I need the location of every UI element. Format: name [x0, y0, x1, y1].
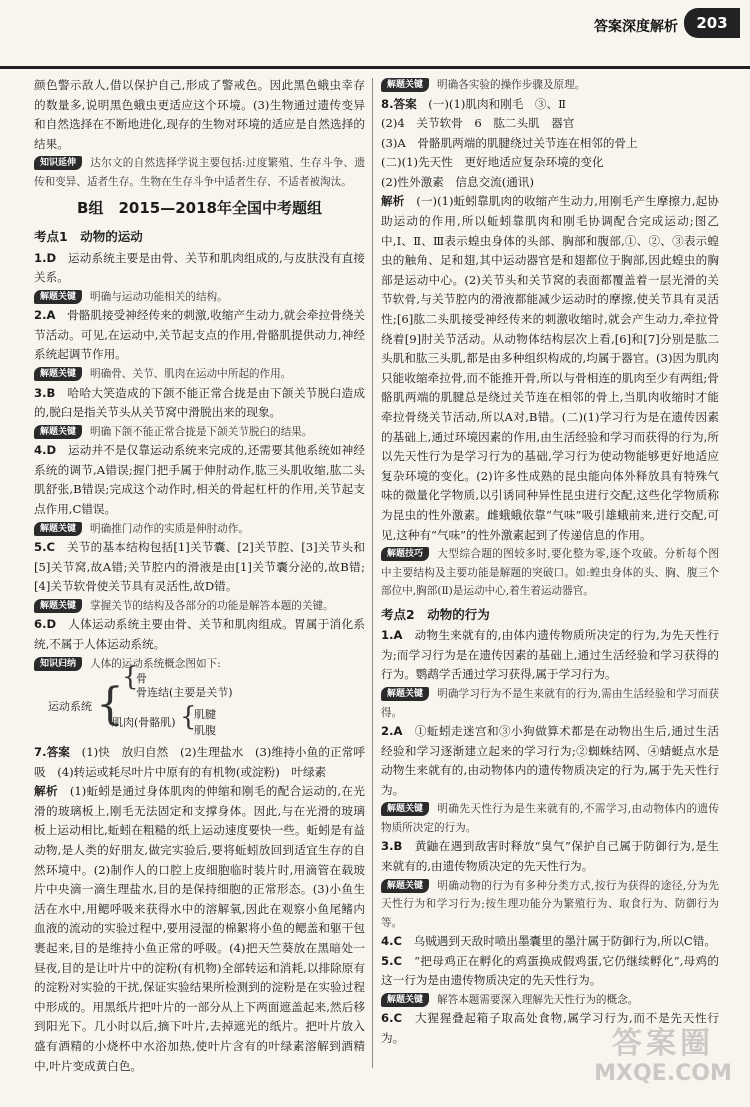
tip-text: 明确与运动功能相关的结构。 — [90, 290, 228, 303]
diagram-brace: { — [180, 702, 197, 733]
question-text: 人体运动系统主要由骨、关节和肌肉组成。胃属于消化系统,不属于人体运动系统。 — [34, 617, 365, 651]
analysis-text: (1)蚯蚓是通过身体肌肉的伸缩和刚毛的配合运动的,在光滑的玻璃板上,刚毛无法固定和支撑身体。因此,与在光滑的玻璃板上运动相比,蚯蚓在粗糙的纸上运动速度要快一些。蚯蚓是有益动物,是人类的好朋友,做完实验后,要将蚯蚓放回到适宜生存的自然环境中。(2)制作人的口腔上皮细胞临时装片时,用滴管在载玻片中央滴一滴生理盐水,目的是保持细胞的正常形态。(3)小鱼生活在水中,用鳃呼吸来获得水中的溶解氧,因此在观察小鱼尾鳍内血液的流动的实验过程中,要用浸湿的棉絮将小鱼的鳃盖和躯干包裹起来,目的是维持小鱼正常的呼吸。(4)把天竺葵放在黑暗处一昼夜,目的是让叶片中的淀粉(有机物)全部转运和消耗,以排除原有的淀粉对实验的干扰,保证实验结果所检测到的淀粉是在实验过程中形成的。用黑纸片把叶片的一部分从上下两面遮盖起来,然后移到阳光下。几小时以后,摘下叶片,去掉遮光的纸片。把叶片放入盛有酒精的小烧杯中水浴加热,使叶片含有的叶绿素溶解到酒精中,叶片变成黄白色。 — [34, 784, 365, 1073]
analysis-label: 解析 — [34, 784, 58, 799]
question-number: 4.C — [381, 934, 402, 949]
tip-block — [34, 288, 365, 307]
question-item — [381, 952, 719, 991]
question-number: 3.B — [34, 385, 56, 400]
answer-line: (一)(1)肌肉和刚毛 ③、Ⅱ — [428, 96, 566, 111]
tip-block — [34, 365, 365, 384]
question-text: 乌贼遇到天敌时喷出墨囊里的墨汁属于防御行为,所以C错。 — [413, 934, 716, 949]
tip-tag: 解题技巧 — [381, 547, 429, 561]
question-item — [34, 743, 365, 782]
diagram-root: 运动系统 — [48, 700, 92, 714]
tip-block — [381, 685, 719, 722]
question-item — [381, 837, 719, 876]
question-number: 1.D — [34, 250, 57, 265]
question-number: 7.答案 — [34, 745, 70, 760]
tip-tag: 解题关键 — [34, 522, 82, 536]
question-number: 6.D — [34, 617, 57, 632]
diagram-node-belly: 肌腹 — [194, 724, 216, 738]
group-title: B组 2015—2018年全国中考题组 — [77, 199, 322, 218]
question-text: “把母鸡正在孵化的鸡蛋换成假鸡蛋,它仍继续孵化”,母鸡的这一行为是由遗传物质决定的先天性行为。 — [381, 953, 719, 988]
tip-block — [381, 877, 719, 933]
question-item — [381, 932, 719, 952]
tip-tag: 知识延伸 — [34, 156, 82, 170]
question-item — [34, 441, 365, 519]
analysis-paragraph — [381, 192, 719, 545]
question-item — [34, 615, 365, 654]
diagram-node-bone: 骨 — [136, 672, 147, 686]
tip-text: 明确下颌不能正常合拢是下颌关节脱臼的结果。 — [90, 425, 313, 438]
question-item — [381, 722, 719, 800]
question-text: 骨骼肌接受神经传来的刺激,收缩产生动力,就会牵拉骨绕关节活动。可见,在运动中,关节起支点的作用,骨骼肌提供动力,神经系统起调节作用。 — [34, 308, 365, 362]
question-number: 2.A — [381, 724, 403, 739]
question-item — [34, 538, 365, 597]
tip-tag: 解题关键 — [381, 802, 429, 816]
question-text: ①蚯蚓走迷宫和③小狗做算术都是在动物出生后,通过生活经验和学习逐渐建立起来的学习行为;②蜘蛛结网、④蜻蜓点水是动物生来就有的,由动物体内的遗传物质决定的行为,属于先天性行为。 — [381, 724, 719, 797]
column-divider — [372, 78, 373, 1068]
question-number: 4.D — [34, 443, 57, 458]
question-number: 8.答案 — [381, 96, 417, 111]
tip-tag: 解题关键 — [34, 290, 82, 304]
tip-text: 明确骨、关节、肌肉在运动中所起的作用。 — [90, 368, 292, 381]
diagram-node-tendon: 肌腱 — [194, 708, 216, 722]
tip-tag: 解题关键 — [381, 879, 429, 893]
page-header — [0, 0, 750, 69]
tip-block — [381, 800, 719, 837]
watermark-logo-text: 答案圈 — [612, 1026, 714, 1061]
question-text: 大猩猩叠起箱子取高处食物,属学习行为,而不是先天性行为。 — [381, 1011, 719, 1045]
tip-tag: 解题关键 — [381, 687, 429, 701]
analysis-paragraph — [34, 782, 365, 1076]
tip-tag: 解题关键 — [34, 367, 82, 381]
answer-text: (1)快 放归自然 (2)生理盐水 (3)维持小鱼的正常呼吸 (4)转运或耗尽叶片中原有的有机物(或淀粉) 叶绿素 — [34, 745, 365, 779]
page-number-badge: 203 — [684, 8, 740, 38]
answer-line: (二)(1)先天性 更好地适应复杂环境的变化 — [381, 155, 604, 170]
tip-tag: 知识归纳 — [34, 657, 82, 671]
tip-block — [34, 597, 365, 616]
section-heading: 考点2 动物的行为 — [381, 606, 490, 622]
tip-block — [381, 545, 719, 601]
answer-line: (2)性外激素 信息交流(通讯) — [381, 174, 535, 189]
analysis-text: (一)(1)蚯蚓靠肌肉的收缩产生动力,用刚毛产生摩擦力,起协助运动的作用,所以蚯蚓靠肌肉和刚毛协调配合完成运动;图乙中,Ⅰ、Ⅱ、Ⅲ表示蝗虫身体的头部、胸部和腹部,①、②、③表示蝗虫的触角、足和翅,其中运动器官是和翅都位于胸部,因此蝗虫的胸部是运动中心。(2)关节头和关节窝的表面都覆盖着一层光滑的关节软骨,与关节腔内的滑液都能减少运动时的摩擦,使关节具有灵活性;[6]肱二头肌接受神经传来的刺激收缩时,就会产生动力,牵拉骨绕着[9]肘关节活动。从动物体结构层次上看,[6]和[7]分别是肱二头肌和肱三头肌,都是由多种组织构成的,均属于器官。(3)因为肌肉只能收缩牵拉骨,而不能推开骨,所以与骨相连的肌肉至少有两组;骨骼肌两端的肌腱总是绕过关节连在相邻的骨上,当肌肉收缩时才能牵拉骨绕关节活动,所以A对,B错。(二)(1)学习行为是在遗传因素的基础上,通过环境因素的作用,由生活经验和学习而获得的行为,所以先天性行为是学习行为的基础,学习行为使动物能够更好地适应复杂环境的变化。(2)许多性成熟的昆虫能向体外释放具有特殊气味的微量化学物质,以引诱同种异性昆虫进行交配,这些化学物质称为昆虫的性外激素。雌蛾蛾依靠“气味”吸引雄蛾前来,进行交配,可见,这种有“气味”的性外激素起到了传递信息的作用。 — [381, 194, 719, 542]
tip-tag: 解题关键 — [381, 993, 429, 1007]
question-item — [381, 626, 719, 685]
question-number: 3.B — [381, 839, 403, 854]
tip-block — [34, 423, 365, 442]
tip-text: 明确动物的行为有多种分类方式,按行为获得的途径,分为先天性行为和学习行为;按生理功能分为繁殖行为、取食行为、防御行为等。 — [381, 879, 719, 929]
question-number: 5.C — [34, 540, 55, 555]
question-text: 动物生来就有的,由体内遗传物质所决定的行为,为先天性行为;而学习行为是在遗传因素的基础上,通过生活经验和学习获得的行为。鹦鹉学舌通过学习获得,属于学习行为。 — [381, 628, 719, 682]
tip-text: 明确各实验的操作步骤及原理。 — [437, 79, 586, 91]
tip-tag: 解题关键 — [34, 599, 82, 613]
question-text: 黄鼬在遇到敌害时释放“臭气”保护自己属于防御行为,是生来就有的,由遗传物质决定的先天性行为。 — [381, 839, 719, 873]
diagram-node-muscle: 肌肉(骨骼肌) — [112, 716, 176, 730]
tip-block — [381, 76, 719, 95]
tip-text: 明确推门动作的实质是伸肘动作。 — [90, 522, 249, 535]
left-column — [34, 76, 365, 1076]
question-number: 2.A — [34, 308, 56, 323]
diagram-brace: { — [122, 662, 139, 693]
diagram-node-joint: 骨连结(主要是关节) — [136, 686, 233, 700]
tip-text: 人体的运动系统概念图如下: — [90, 657, 221, 670]
question-text: 哈哈大笑造成的下颌不能正常合拢是由下颌关节脱臼造成的,脱臼是指关节头从关节窝中滑脱出来的现象。 — [34, 385, 365, 420]
tip-tag: 解题关键 — [381, 78, 429, 92]
question-number: 6.C — [381, 1011, 402, 1026]
tip-text: 掌握关节的结构及各部分的功能是解答本题的关键。 — [90, 599, 334, 612]
watermark-url: MXQE.COM — [594, 1061, 732, 1086]
right-column — [381, 76, 719, 1049]
tip-text: 解答本题需要深入理解先天性行为的概念。 — [437, 993, 639, 1006]
tip-text: 达尔文的自然选择学说主要包括:过度繁殖、生存斗争、遗传和变异、适者生存。生物在生存斗争中适者生存、不适者被淘汰。 — [34, 157, 365, 188]
tip-block — [34, 520, 365, 539]
tip-block — [34, 655, 365, 674]
tip-text: 明确学习行为不是生来就有的行为,需由生活经验和学习而获得。 — [381, 688, 719, 719]
tip-block — [381, 991, 719, 1010]
question-item — [34, 249, 365, 288]
answer-line: (3)A 骨骼肌两端的肌腱绕过关节连在相邻的骨上 — [381, 135, 638, 150]
tip-knowledge-extension — [34, 154, 365, 191]
tip-text: 明确先天性行为是生来就有的,不需学习,由动物体内的遗传物质所决定的行为。 — [381, 803, 719, 834]
section-heading: 考点1 动物的运动 — [34, 228, 143, 244]
question-item — [381, 95, 719, 115]
tip-tag: 解题关键 — [34, 425, 82, 439]
answer-line: (2)4 关节软骨 6 肱二头肌 器官 — [381, 116, 575, 131]
question-text: 关节的基本结构包括[1]关节囊、[2]关节腔、[3]关节头和[5]关节窝,故A错;关节腔内的滑液是由[1]关节囊分泌的,故B错;[4]关节软骨使关节具有灵活性,故D错。 — [34, 540, 365, 594]
question-number: 5.C — [381, 953, 402, 968]
tip-text: 大型综合题的图较多时,要化整为零,逐个攻破。分析每个图中主要结构及主要功能是解题的突破口。如:蝗虫身体的头、胸、腹三个部位中,胸部(Ⅱ)是运动中心,着生着运动器官。 — [381, 548, 719, 598]
question-item — [34, 384, 365, 423]
header-title: 答案深度解析 — [594, 19, 678, 35]
question-text: 运动系统主要是由骨、关节和肌肉组成的,与皮肤没有直接关系。 — [34, 250, 365, 285]
question-number: 1.A — [381, 628, 403, 643]
question-item — [34, 306, 365, 365]
question-text: 运动并不是仅靠运动系统来完成的,还需要其他系统如神经系统的调节,A错误;握门把手属于伸肘动作,肱三头肌收缩,肱二头肌舒张,B错误;完成这个动作时,相关的骨起杠杆的作用,关节起支点作用,C错误。 — [34, 443, 365, 516]
analysis-label: 解析 — [381, 194, 405, 209]
intro-paragraph: 颜色警示敌人,借以保护自己,形成了警戒色。因此黑色蛾虫幸存的数量多,说明黑色蛾虫更适应这个环境。(3)生物通过遗传变异和自然选择在不断地进化,现存的生物对环境的适应是自然选择的结果。 — [34, 78, 365, 151]
site-watermark — [590, 1026, 736, 1099]
diagram-brace: { — [96, 679, 124, 731]
